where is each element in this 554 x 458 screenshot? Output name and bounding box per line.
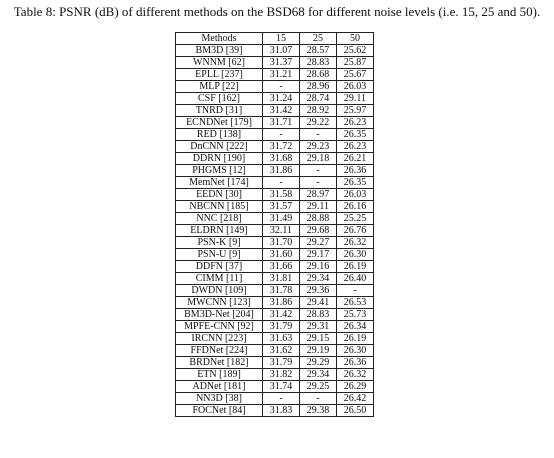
psnr-value-cell: 31.24 (263, 93, 300, 105)
table-row (176, 309, 374, 321)
method-name-cell: WNNM [62] (176, 57, 263, 69)
psnr-value-cell: 31.42 (263, 105, 300, 117)
method-name-cell: NN3D [38] (176, 393, 263, 405)
psnr-value-cell: 26.19 (337, 333, 374, 345)
method-name-cell: CIMM [11] (176, 273, 263, 285)
method-name-cell: RED [138] (176, 129, 263, 141)
header-noise-level: 50 (337, 33, 374, 45)
psnr-value-cell: 31.49 (263, 213, 300, 225)
psnr-value-cell: 31.60 (263, 249, 300, 261)
method-name-cell: IRCNN [223] (176, 333, 263, 345)
psnr-value-cell: 29.25 (300, 381, 337, 393)
method-name-cell: BM3D-Net [204] (176, 309, 263, 321)
psnr-value-cell: 29.41 (300, 297, 337, 309)
psnr-value-cell: 26.35 (337, 177, 374, 189)
method-name-cell: DDFN [37] (176, 261, 263, 273)
psnr-value-cell: 31.81 (263, 273, 300, 285)
table-row (176, 129, 374, 141)
psnr-value-cell: 31.58 (263, 189, 300, 201)
header-noise-level: 25 (300, 33, 337, 45)
psnr-value-cell: 25.73 (337, 309, 374, 321)
psnr-value-cell: 29.29 (300, 357, 337, 369)
table-row (176, 225, 374, 237)
table-row (176, 273, 374, 285)
table-row (176, 57, 374, 69)
psnr-value-cell: - (263, 81, 300, 93)
table-row (176, 285, 374, 297)
header-noise-level: 15 (263, 33, 300, 45)
method-name-cell: PSN-U [9] (176, 249, 263, 261)
psnr-value-cell: 29.16 (300, 261, 337, 273)
method-name-cell: NBCNN [185] (176, 201, 263, 213)
method-name-cell: BM3D [39] (176, 45, 263, 57)
method-name-cell: FFDNet [224] (176, 345, 263, 357)
table-row (176, 189, 374, 201)
psnr-value-cell: 26.36 (337, 165, 374, 177)
psnr-value-cell: 26.23 (337, 141, 374, 153)
psnr-value-cell: 29.15 (300, 333, 337, 345)
psnr-value-cell: 29.17 (300, 249, 337, 261)
table-row (176, 165, 374, 177)
table-row (176, 297, 374, 309)
method-name-cell: DWDN [109] (176, 285, 263, 297)
table-row (176, 237, 374, 249)
psnr-value-cell: 26.35 (337, 129, 374, 141)
header-methods: Methods (176, 33, 263, 45)
psnr-value-cell: 28.97 (300, 189, 337, 201)
psnr-value-cell: 25.97 (337, 105, 374, 117)
table-row (176, 393, 374, 405)
method-name-cell: MWCNN [123] (176, 297, 263, 309)
method-name-cell: PHGMS [12] (176, 165, 263, 177)
psnr-value-cell: 29.27 (300, 237, 337, 249)
psnr-value-cell: 29.19 (300, 345, 337, 357)
psnr-value-cell: 31.78 (263, 285, 300, 297)
method-name-cell: MPFE-CNN [92] (176, 321, 263, 333)
psnr-value-cell: 29.22 (300, 117, 337, 129)
table-row (176, 177, 374, 189)
psnr-value-cell: 31.79 (263, 321, 300, 333)
psnr-value-cell: 31.86 (263, 165, 300, 177)
method-name-cell: EPLL [237] (176, 69, 263, 81)
table-row (176, 261, 374, 273)
psnr-value-cell: 29.34 (300, 273, 337, 285)
psnr-value-cell: - (337, 285, 374, 297)
psnr-value-cell: 28.83 (300, 57, 337, 69)
table-row (176, 345, 374, 357)
psnr-value-cell: 31.68 (263, 153, 300, 165)
psnr-value-cell: 29.11 (337, 93, 374, 105)
method-name-cell: BRDNet [182] (176, 357, 263, 369)
method-name-cell: ETN [189] (176, 369, 263, 381)
psnr-value-cell: 31.62 (263, 345, 300, 357)
psnr-value-cell: 29.36 (300, 285, 337, 297)
method-name-cell: DDRN [190] (176, 153, 263, 165)
table-body (176, 45, 374, 417)
psnr-value-cell: 31.71 (263, 117, 300, 129)
table-row (176, 93, 374, 105)
table-row (176, 369, 374, 381)
method-name-cell: DnCNN [222] (176, 141, 263, 153)
psnr-value-cell: 31.63 (263, 333, 300, 345)
psnr-value-cell: - (300, 129, 337, 141)
table-row (176, 153, 374, 165)
psnr-value-cell: 25.25 (337, 213, 374, 225)
table-row (176, 45, 374, 57)
psnr-value-cell: 29.11 (300, 201, 337, 213)
psnr-value-cell: 31.21 (263, 69, 300, 81)
method-name-cell: MemNet [174] (176, 177, 263, 189)
psnr-value-cell: 26.36 (337, 357, 374, 369)
table-row (176, 405, 374, 417)
table-row (176, 249, 374, 261)
psnr-value-cell: 31.07 (263, 45, 300, 57)
table-row (176, 69, 374, 81)
psnr-value-cell: 26.53 (337, 297, 374, 309)
method-name-cell: ELDRN [149] (176, 225, 263, 237)
psnr-value-cell: 31.72 (263, 141, 300, 153)
psnr-value-cell: 26.32 (337, 369, 374, 381)
psnr-value-cell: 28.96 (300, 81, 337, 93)
psnr-value-cell: 31.82 (263, 369, 300, 381)
psnr-value-cell: 31.74 (263, 381, 300, 393)
psnr-value-cell: - (263, 177, 300, 189)
psnr-value-cell: - (300, 177, 337, 189)
psnr-value-cell: 26.29 (337, 381, 374, 393)
table-row (176, 381, 374, 393)
psnr-value-cell: 28.68 (300, 69, 337, 81)
table-header-row (176, 33, 374, 45)
psnr-value-cell: 26.21 (337, 153, 374, 165)
psnr-value-cell: 25.87 (337, 57, 374, 69)
table-row (176, 357, 374, 369)
psnr-value-cell: 29.18 (300, 153, 337, 165)
psnr-value-cell: 31.70 (263, 237, 300, 249)
table-row (176, 201, 374, 213)
psnr-value-cell: 26.23 (337, 117, 374, 129)
table-row (176, 213, 374, 225)
psnr-value-cell: 29.38 (300, 405, 337, 417)
psnr-value-cell: 31.79 (263, 357, 300, 369)
method-name-cell: EEDN [30] (176, 189, 263, 201)
psnr-value-cell: 31.57 (263, 201, 300, 213)
psnr-value-cell: 26.30 (337, 249, 374, 261)
psnr-value-cell: 26.50 (337, 405, 374, 417)
method-name-cell: CSF [162] (176, 93, 263, 105)
table-row (176, 81, 374, 93)
psnr-value-cell: - (263, 393, 300, 405)
psnr-value-cell: 26.40 (337, 273, 374, 285)
psnr-value-cell: 28.92 (300, 105, 337, 117)
table-row (176, 321, 374, 333)
psnr-value-cell: 26.30 (337, 345, 374, 357)
psnr-value-cell: 31.83 (263, 405, 300, 417)
method-name-cell: TNRD [31] (176, 105, 263, 117)
psnr-value-cell: 26.03 (337, 189, 374, 201)
table-row (176, 141, 374, 153)
psnr-value-cell: 26.42 (337, 393, 374, 405)
psnr-value-cell: 28.88 (300, 213, 337, 225)
method-name-cell: MLP [22] (176, 81, 263, 93)
psnr-value-cell: 29.23 (300, 141, 337, 153)
psnr-table (175, 32, 374, 417)
psnr-value-cell: 29.68 (300, 225, 337, 237)
psnr-value-cell: 25.67 (337, 69, 374, 81)
psnr-value-cell: 31.66 (263, 261, 300, 273)
psnr-value-cell: 25.62 (337, 45, 374, 57)
table-row (176, 105, 374, 117)
psnr-value-cell: 31.42 (263, 309, 300, 321)
psnr-value-cell: 26.19 (337, 261, 374, 273)
psnr-value-cell: 29.31 (300, 321, 337, 333)
psnr-value-cell: 26.16 (337, 201, 374, 213)
psnr-value-cell: 26.32 (337, 237, 374, 249)
method-name-cell: ADNet [181] (176, 381, 263, 393)
psnr-value-cell: 26.03 (337, 81, 374, 93)
psnr-value-cell: 28.57 (300, 45, 337, 57)
psnr-value-cell: 31.37 (263, 57, 300, 69)
method-name-cell: ECNDNet [179] (176, 117, 263, 129)
table-caption: Table 8: PSNR (dB) of different methods on the BSD68 for different noise levels (i.e. 15, 25 and 50). (13, 4, 541, 19)
psnr-value-cell: 26.34 (337, 321, 374, 333)
psnr-value-cell: - (300, 393, 337, 405)
psnr-value-cell: 26.76 (337, 225, 374, 237)
psnr-value-cell: 28.83 (300, 309, 337, 321)
psnr-value-cell: 29.34 (300, 369, 337, 381)
method-name-cell: NNC [218] (176, 213, 263, 225)
method-name-cell: FOCNet [84] (176, 405, 263, 417)
method-name-cell: PSN-K [9] (176, 237, 263, 249)
psnr-value-cell: 28.74 (300, 93, 337, 105)
table-row (176, 117, 374, 129)
psnr-value-cell: - (263, 129, 300, 141)
psnr-value-cell: 32.11 (263, 225, 300, 237)
table-row (176, 333, 374, 345)
psnr-value-cell: - (300, 165, 337, 177)
psnr-value-cell: 31.86 (263, 297, 300, 309)
